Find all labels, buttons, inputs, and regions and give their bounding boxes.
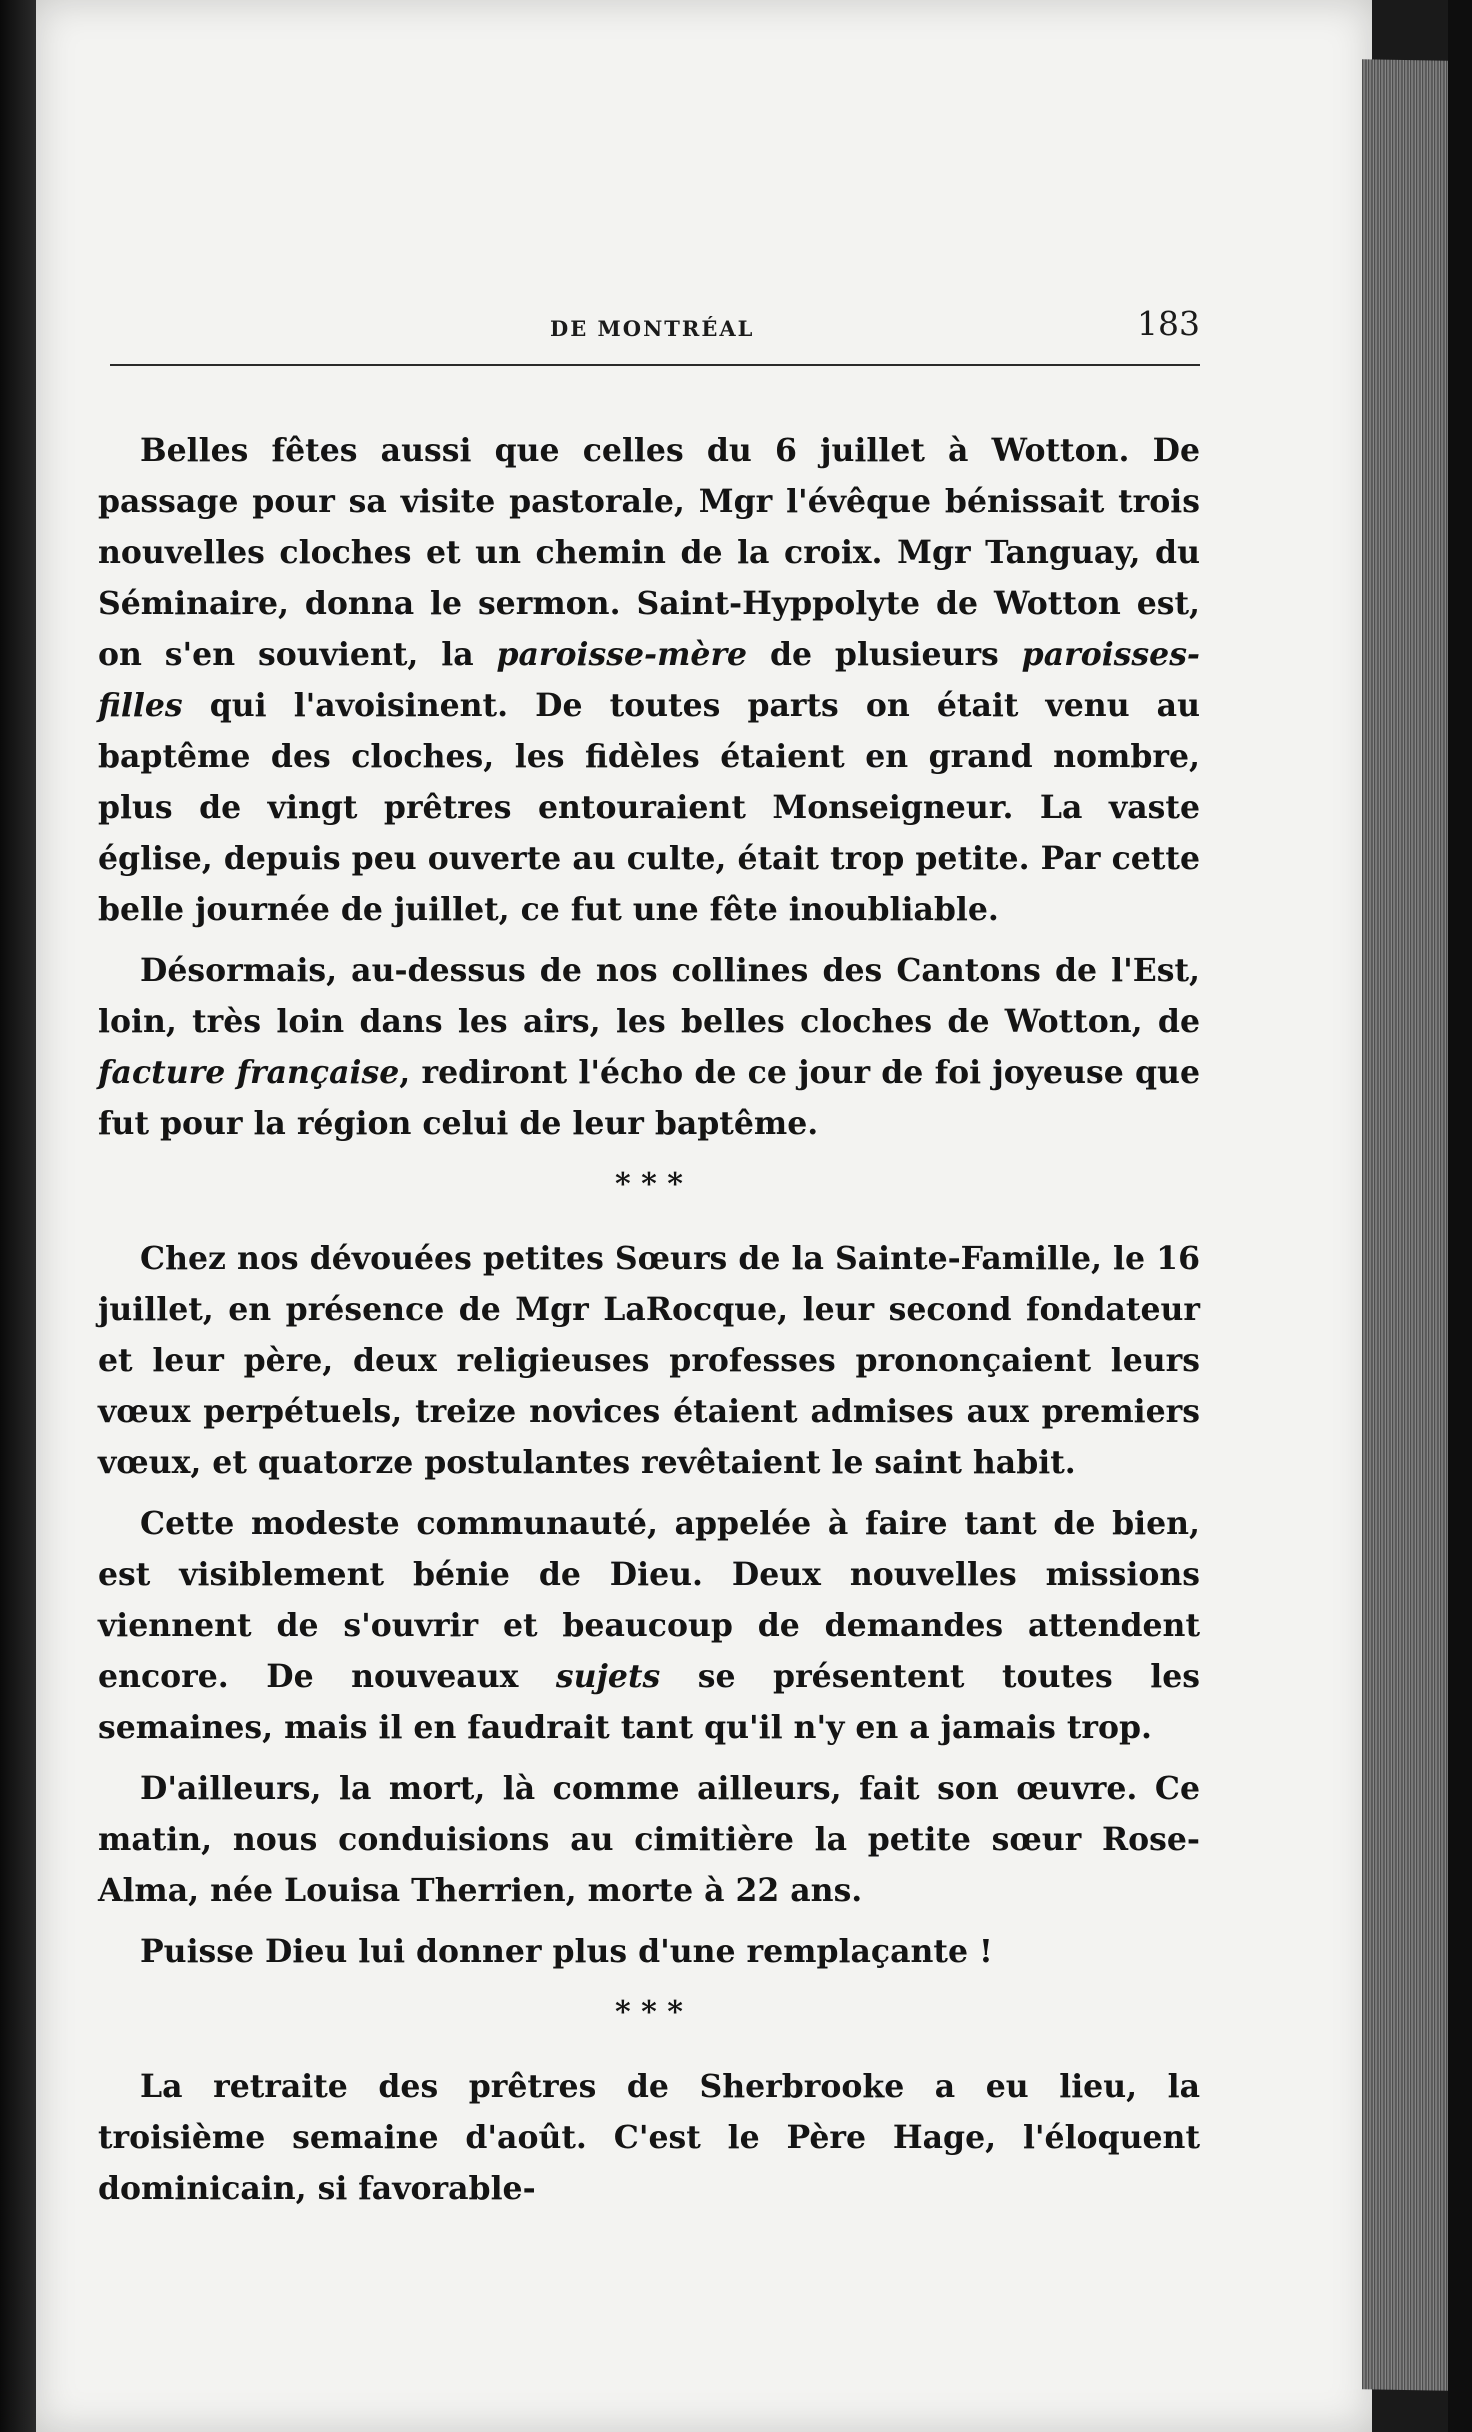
paragraph-community: Cette modeste communauté, appelée à faire tant de bien, est visiblement bénie de Dieu. Deux nouvelles missions viennent de s'ouvrir et beaucoup de demandes attendent encore. De nouveaux sujets se présentent toutes les semaines, mais il en faudrait tant qu'il n'y en a jamais trop. (98, 1505, 1200, 1746)
page-body (98, 425, 1200, 2224)
page-edges (1362, 59, 1448, 2391)
paragraph-retreat: La retraite des prêtres de Sherbrooke a eu lieu, la troisième semaine d'août. C'est le Père Hage, l'éloquent dominicain, si favorable- (98, 2068, 1200, 2207)
paragraph-prayer: Puisse Dieu lui donner plus d'une remplaçante ! (140, 1933, 993, 1970)
paragraph-wotton-bells: Belles fêtes aussi que celles du 6 juillet à Wotton. De passage pour sa visite pastorale, Mgr l'évêque bénissait trois nouvelles cloches et un chemin de la croix. Mgr Tanguay, du Séminaire, donna le sermon. Saint-Hyppolyte de Wotton est, on s'en souvient, la paroisse-mère de plusieurs paroisses-filles qui l'avoisinent. De toutes parts on était venu au baptême des cloches, les fidèles étaient en grand nombre, plus de vingt prêtres entouraient Monseigneur. La vaste église, depuis peu ouverte au culte, était trop petite. Par cette belle journée de juillet, ce fut une fête inoubliable. (98, 432, 1200, 928)
paragraph-death: D'ailleurs, la mort, là comme ailleurs, fait son œuvre. Ce matin, nous conduisions au cimitière la petite sœur Rose-Alma, née Louisa Therrien, morte à 22 ans. (98, 1770, 1200, 1909)
running-head: DE MONTRÉAL (550, 316, 755, 341)
page-number: 183 (1137, 304, 1200, 343)
header-rule (110, 364, 1200, 366)
paragraph-sisters-vows: Chez nos dévouées petites Sœurs de la Sainte-Famille, le 16 juillet, en présence de Mgr LaRocque, leur second fondateur et leur père, deux religieuses professes prononçaient leurs vœux perpétuels, treize novices étaient admises aux premiers vœux, et quatorze postulantes revêtaient le saint habit. (98, 1240, 1200, 1481)
page-header (110, 300, 1200, 360)
scan-border-right (1448, 0, 1472, 2432)
paragraph-bells-echo: Désormais, au-dessus de nos collines des Cantons de l'Est, loin, très loin dans les airs, les belles cloches de Wotton, de facture française, rediront l'écho de ce jour de foi joyeuse que fut pour la région celui de leur baptême. (98, 952, 1200, 1142)
asterism-separator: * * * (615, 1167, 683, 1202)
asterism-separator: * * * (615, 1995, 683, 2030)
scan-border-left (0, 0, 36, 2432)
